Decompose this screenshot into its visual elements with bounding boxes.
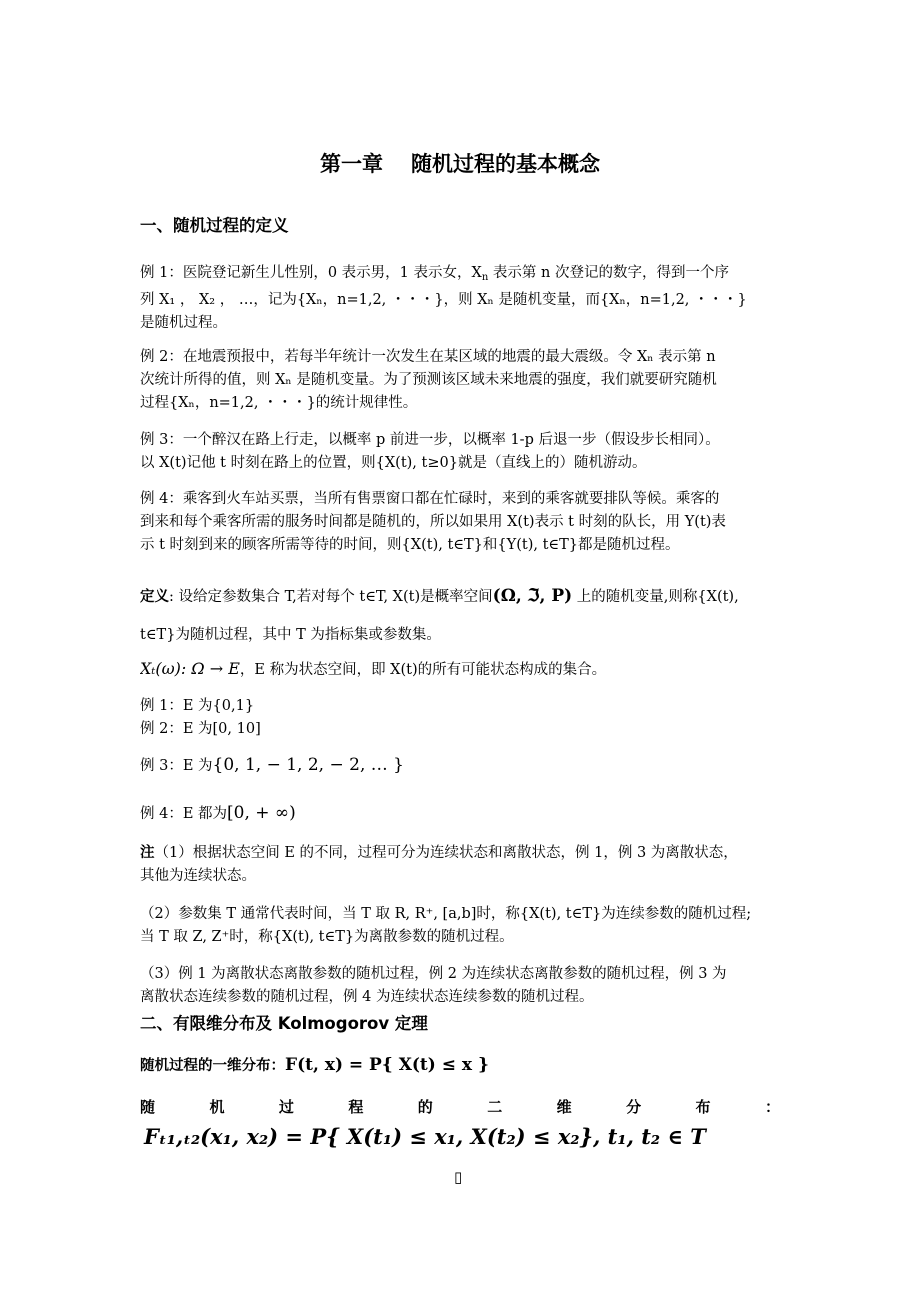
ex2-line-1: 例 2：在地震预报中，若每半年统计一次发生在某区域的地震的最大震级。令 Xₙ 表示第 n	[140, 349, 716, 365]
state-example-4: 例 4：E 都为[0, + ∞)	[140, 803, 296, 823]
state-set-4: [0, + ∞)	[227, 803, 296, 823]
example-2-paragraph	[140, 346, 785, 415]
chapter-name: 随机过程的基本概念	[411, 152, 600, 176]
definition-line-2: t∈T}为随机过程，其中 T 为指标集或参数集。	[140, 627, 441, 643]
section-heading-definition: 一、随机过程的定义	[140, 216, 289, 235]
definition-label: 定义	[140, 589, 169, 605]
one-dim-distribution	[140, 1054, 785, 1078]
section-heading-kolmogorov: 二、有限维分布及 Kolmogorov 定理	[140, 1014, 428, 1033]
ex1-line-1: 例 1：医院登记新生儿性别，0 表示男，1 表示女，$X_n$ 表示第 n 次登记的数字，得到一个序	[140, 265, 729, 283]
two-dim-label: 随 机 过 程 的 二 维 分 布 ：	[140, 1098, 780, 1116]
probability-space: (Ω, ℑ, P)	[492, 586, 573, 606]
page-marker: ▯	[454, 1168, 463, 1186]
chapter-number: 第一章	[320, 152, 383, 176]
note-1: 注（1）根据状态空间 E 的不同，过程可分为连续状态和离散状态，例 1，例 3 为离散状态， 其他为连续状态。	[140, 845, 738, 884]
example-1-paragraph	[140, 262, 785, 335]
ex4-line-1: 例 4：乘客到火车站买票，当所有售票窗口都在忙碌时，来到的乘客就要排队等候。乘客的	[140, 491, 720, 507]
state-set-3: {0, 1, − 1, 2, − 2, … }	[212, 755, 404, 775]
mapping-formula: Xₜ(ω): Ω → E	[140, 659, 240, 678]
state-example-1: 例 1：E 为{0,1}	[140, 698, 255, 714]
ex1-line-3: 是随机过程。	[140, 315, 227, 331]
ex2-line-3: 过程{Xₙ，n=1,2, ・・・}的统计规律性。	[140, 395, 418, 411]
state-example-2: 例 2：E 为[0, 10]	[140, 721, 261, 737]
state-example-3: 例 3：E 为{0, 1, − 1, 2, − 2, … }	[140, 755, 404, 775]
ex2-line-2: 次统计所得的值，则 Xₙ 是随机变量。为了预测该区域未来地震的强度，我们就要研究随机	[140, 372, 717, 388]
note-3: （3）例 1 为离散状态离散参数的随机过程，例 2 为连续状态离散参数的随机过程，例 3 为 离散状态连续参数的随机过程，例 4 为连续状态连续参数的随机过程。	[140, 966, 727, 1005]
two-dim-formula: Fₜ₁,ₜ₂(x₁, x₂) = P{ X(t₁) ≤ x₁, X(t₂) ≤ x₂}, t₁, t₂ ∈ T	[144, 1124, 706, 1149]
ex1-line-2: 列 X₁ ， X₂ ， …，记为{Xₙ，n=1,2, ・・・}，则 Xₙ 是随机变量，而{Xₙ，n=1,2, ・・・}	[140, 292, 747, 308]
definition-block	[140, 585, 785, 609]
one-dim-label: 随机过程的一维分布：	[140, 1058, 285, 1074]
definition-line-1: 定义: 设给定参数集合 T,若对每个 t∈T, X(t)是概率空间(Ω, ℑ, P) 上的随机变量,则称{X(t),	[140, 586, 739, 606]
ex3-line-2: 以 X(t)记他 t 时刻在路上的位置，则{X(t), t≥0}就是（直线上的）随机游动。	[140, 455, 647, 471]
note-2: （2）参数集 T 通常代表时间，当 T 取 R, R⁺, [a,b]时，称{X(t), t∈T}为连续参数的随机过程; 当 T 取 Z, Z⁺时，称{X(t), t∈T}为离散参数的随机过程。	[140, 906, 752, 945]
note-label: 注	[140, 845, 155, 861]
chapter-title	[0, 148, 920, 178]
ex4-line-2: 到来和每个乘客所需的服务时间都是随机的，所以如果用 X(t)表示 t 时刻的队长，用 Y(t)表	[140, 514, 726, 530]
mapping-line: Xₜ(ω): Ω → E，E 称为状态空间，即 X(t)的所有可能状态构成的集合。	[140, 659, 607, 678]
example-3-paragraph	[140, 429, 785, 475]
one-dim-formula: F(t, x) = P{ X(t) ≤ x }	[285, 1055, 489, 1075]
ex3-line-1: 例 3：一个醉汉在路上行走，以概率 p 前进一步，以概率 1-p 后退一步（假设步长相同）。	[140, 432, 720, 448]
example-4-paragraph	[140, 488, 785, 557]
ex4-line-3: 示 t 时刻到来的顾客所需等待的时间，则{X(t), t∈T}和{Y(t), t∈T}都是随机过程。	[140, 537, 680, 553]
